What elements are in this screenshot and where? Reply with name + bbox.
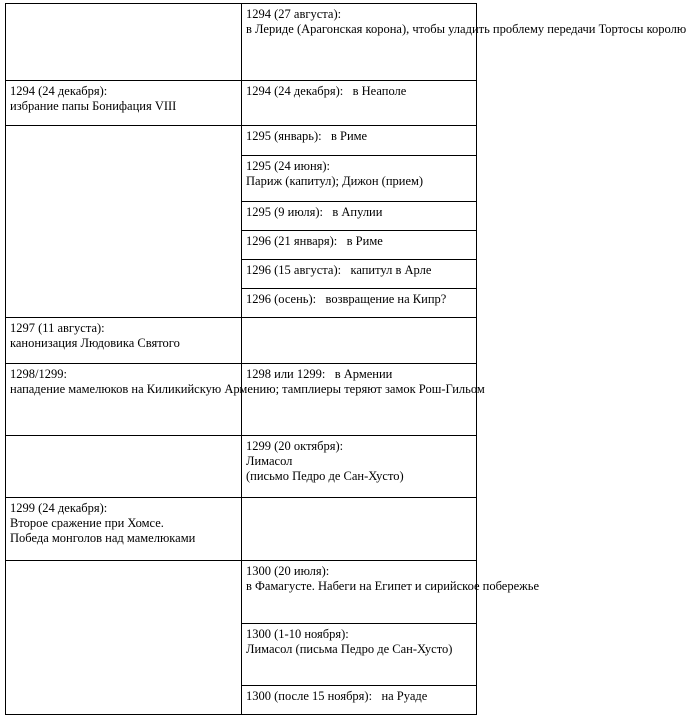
- right-cell: 1296 (осень): возвращение на Кипр?: [242, 289, 477, 318]
- right-cell: 1295 (январь): в Риме: [242, 126, 477, 156]
- right-cell: 1295 (24 июня): Париж (капитул); Дижон (прием): [242, 156, 477, 202]
- right-cell: 1294 (27 августа): в Лериде (Арагонская корона), чтобы уладить проблему передачи Тортосы королю: [242, 4, 477, 81]
- table-row: [6, 4, 477, 81]
- right-cell: [242, 498, 477, 561]
- left-cell: 1299 (24 декабря): Второе сражение при Хомсе. Победа монголов над мамелюками: [6, 498, 242, 561]
- right-cell: 1300 (после 15 ноября): на Руаде: [242, 686, 477, 715]
- left-cell: 1297 (11 августа): канонизация Людовика Святого: [6, 318, 242, 364]
- left-cell: 1298/1299: нападение мамелюков на Киликийскую Армению; тамплиеры теряют замок Рош-Гильом: [6, 364, 242, 436]
- right-cell: 1296 (21 января): в Риме: [242, 231, 477, 260]
- right-cell: 1296 (15 августа): капитул в Арле: [242, 260, 477, 289]
- table-row: [6, 318, 477, 364]
- table-row: [6, 81, 477, 126]
- table-row: [6, 561, 477, 624]
- right-cell: 1295 (9 июля): в Апулии: [242, 202, 477, 231]
- left-cell: [6, 4, 242, 81]
- left-cell: [6, 126, 242, 318]
- table-row: [6, 364, 477, 436]
- right-cell: 1298 или 1299: в Армении: [242, 364, 477, 436]
- table-row: [6, 126, 477, 156]
- right-cell: [242, 318, 477, 364]
- left-cell: [6, 561, 242, 715]
- right-cell: 1299 (20 октября): Лимасол (письмо Педро де Сан-Хусто): [242, 436, 477, 498]
- left-cell: [6, 436, 242, 498]
- left-cell: 1294 (24 декабря): избрание папы Бонифация VIII: [6, 81, 242, 126]
- table-row: [6, 498, 477, 561]
- right-cell: 1300 (20 июля): в Фамагусте. Набеги на Египет и сирийское побережье: [242, 561, 477, 624]
- right-cell: 1294 (24 декабря): в Неаполе: [242, 81, 477, 126]
- chronology-table: [5, 3, 686, 715]
- right-cell: 1300 (1-10 ноября): Лимасол (письма Педро де Сан-Хусто): [242, 624, 477, 686]
- table-row: [6, 436, 477, 498]
